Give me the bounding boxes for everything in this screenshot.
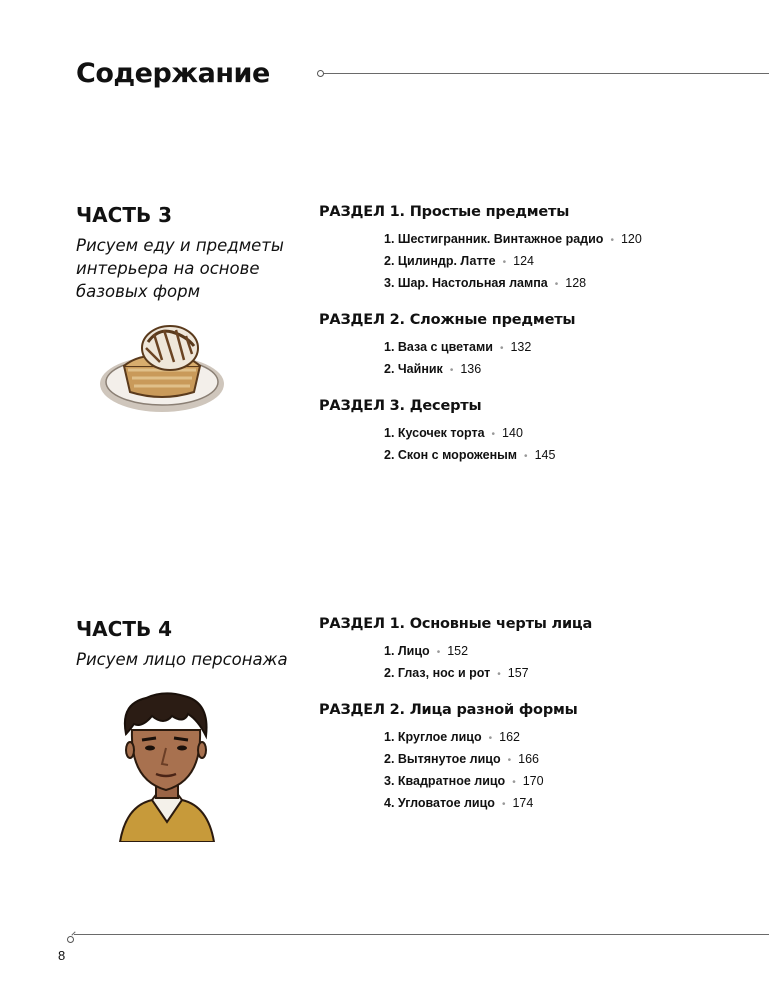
character-face-icon [112, 690, 222, 842]
entry-page: 162 [499, 730, 521, 744]
bullet-icon: • [501, 799, 506, 810]
toc-entry[interactable] [384, 666, 529, 680]
toc-entry[interactable] [384, 426, 523, 440]
entry-title: 1. Шестигранник. Винтажное радио [384, 232, 604, 246]
section-heading: РАЗДЕЛ 1. Простые предметы [319, 204, 570, 220]
bullet-icon: • [554, 279, 559, 290]
entry-page: 140 [502, 426, 523, 440]
bullet-icon: • [610, 235, 614, 246]
header-rule [322, 73, 769, 74]
bullet-icon: • [449, 365, 454, 376]
bullet-icon: • [488, 733, 493, 744]
page-number: 8 [58, 948, 66, 963]
bullet-icon: • [507, 755, 512, 766]
entry-page: 152 [447, 644, 469, 658]
bullet-icon: • [436, 647, 441, 658]
toc-entry[interactable] [384, 644, 468, 658]
toc-entry[interactable] [384, 276, 586, 290]
toc-entry[interactable] [384, 752, 539, 766]
toc-entry[interactable] [384, 730, 520, 744]
entry-title: 2. Вытянутое лицо [384, 752, 501, 766]
toc-entry[interactable] [384, 340, 531, 354]
section-heading: РАЗДЕЛ 1. Основные черты лица [319, 616, 593, 632]
section-heading: РАЗДЕЛ 3. Десерты [319, 398, 482, 414]
section-heading: РАЗДЕЛ 2. Сложные предметы [319, 312, 576, 328]
part-label: ЧАСТЬ 3 [76, 203, 173, 227]
entry-title: 2. Скон с мороженым [384, 448, 518, 462]
toc-entry[interactable] [384, 448, 555, 462]
toc-entry[interactable] [384, 254, 534, 268]
entry-page: 157 [507, 666, 529, 680]
entry-title: 2. Цилиндр. Латте [384, 254, 496, 268]
entry-title: 3. Квадратное лицо [384, 774, 506, 788]
footer-rule [74, 934, 769, 935]
entry-page: 170 [522, 774, 544, 788]
entry-page: 128 [565, 276, 587, 290]
entry-page: 124 [513, 254, 535, 268]
part-label: ЧАСТЬ 4 [76, 617, 173, 641]
toc-entry[interactable] [384, 362, 481, 376]
entry-page: 120 [620, 232, 642, 246]
footer-rule-dot [67, 936, 74, 943]
toc-entry[interactable] [384, 232, 642, 246]
bullet-icon: • [502, 257, 507, 268]
entry-title: 2. Чайник [384, 362, 443, 376]
entry-page: 136 [460, 362, 482, 376]
entry-title: 4. Угловатое лицо [384, 796, 495, 810]
bullet-icon: • [512, 777, 516, 788]
entry-title: 1. Ваза с цветами [384, 340, 493, 354]
entry-page: 174 [512, 796, 534, 810]
section-heading: РАЗДЕЛ 2. Лица разной формы [319, 702, 578, 718]
header-rule-dot [317, 70, 324, 77]
entry-title: 1. Кусочек торта [384, 426, 485, 440]
entry-title: 1. Лицо [384, 644, 430, 658]
entry-page: 145 [534, 448, 556, 462]
dessert-scone-icon [98, 314, 226, 414]
entry-page: 166 [518, 752, 540, 766]
part-subtitle: Рисуем лицо персонажа [76, 650, 288, 669]
entry-page: 132 [510, 340, 532, 354]
page-title: Содержание [76, 58, 270, 89]
bullet-icon: • [524, 451, 528, 462]
entry-title: 1. Круглое лицо [384, 730, 482, 744]
part-subtitle: Рисуем еду и предметы интерьера на основе базовых форм [76, 236, 284, 301]
bullet-icon: • [499, 343, 504, 354]
entry-title: 3. Шар. Настольная лампа [384, 276, 548, 290]
bullet-icon: • [491, 429, 496, 440]
toc-entry[interactable] [384, 774, 544, 788]
entry-title: 2. Глаз, нос и рот [384, 666, 491, 680]
toc-entry[interactable] [384, 796, 533, 810]
bullet-icon: • [497, 669, 501, 680]
